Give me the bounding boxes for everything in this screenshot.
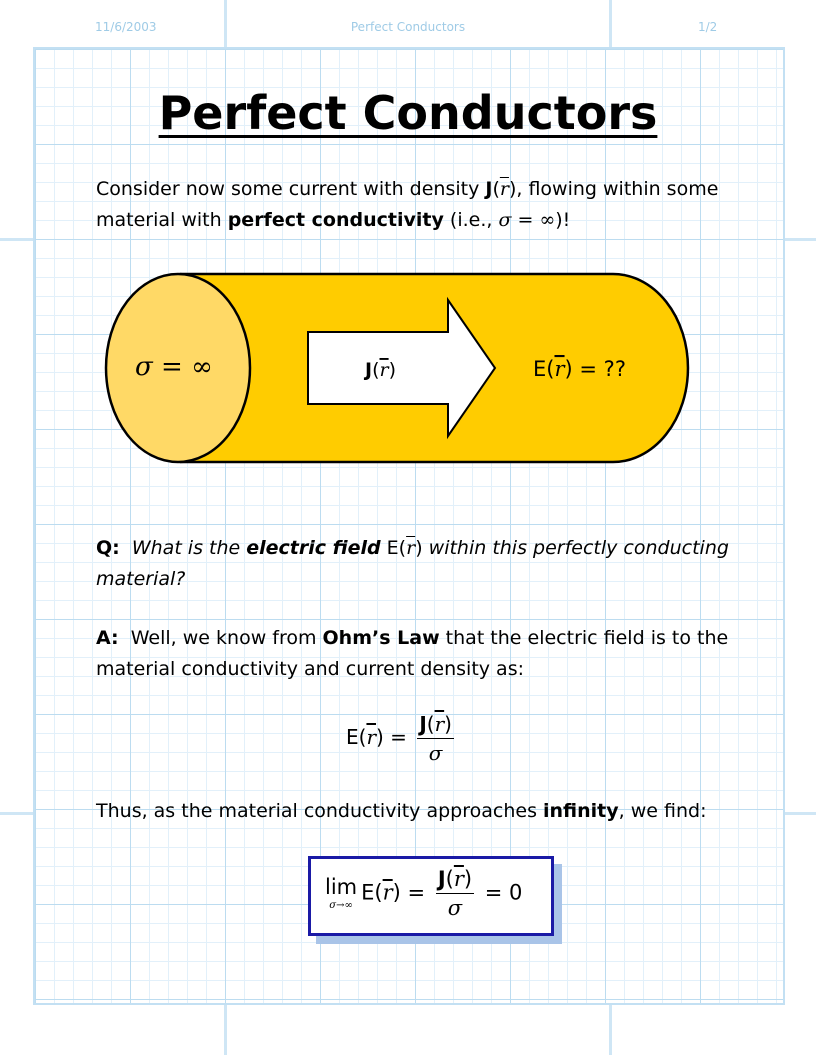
fraction [417,712,454,765]
answer-text: Well, we know from [130,627,323,649]
intro-bold-term: perfect conductivity [227,209,444,231]
header-title: Perfect Conductors [350,20,466,34]
question-bold-term: electric field [246,537,381,559]
J-symbol: J [485,178,493,200]
paren: ( [546,357,555,381]
paren: ) [392,880,401,905]
r-vector: r [554,357,565,381]
E-label-suffix: = ?? [572,357,626,381]
r-vector: $\overline{r}$ [434,712,445,736]
r-vector: $\overline{r}$ [366,725,377,749]
E-label [533,357,626,381]
r-vector: $\overline{r}$ [453,867,464,891]
numerator [417,712,454,739]
answer-paragraph [96,623,736,685]
question-marker: Q: [96,537,120,559]
answer-marker: A: [96,627,119,649]
thus-text: Thus, as the material conductivity approaches [96,800,544,822]
intro-paragraph [96,174,736,236]
paren: ( [398,537,407,559]
question-text: within this perfectly conducting material? [96,537,729,590]
answer-bold-term: Ohm’s Law [322,627,440,649]
numerator [436,867,474,894]
denominator: σ [428,741,443,765]
r-vector: $\overline{r}$ [382,880,393,905]
E-symbol: E [346,725,359,749]
equals-sign: = [400,880,432,905]
paren: ) [508,178,517,200]
paren: ) [376,725,384,749]
J-label-symbol: J [365,359,373,381]
fraction [436,867,474,920]
paren: ) [564,357,573,381]
answer-text: that the electric field is to the material conductivity and current density as: [96,627,729,680]
lim-text: lim [325,874,358,899]
E-label-symbol: E [533,357,547,381]
paren: ) [415,537,423,559]
denominator: σ [447,896,463,920]
paren: ) [388,359,397,381]
header-date: 11/6/2003 [95,20,157,34]
sigma-equals-infinity: σ = ∞ [498,209,556,231]
question-paragraph [96,533,736,595]
limit-operator [325,874,358,911]
r-vector: r [379,359,389,381]
intro-text: (i.e., [443,209,499,231]
J-label [363,359,396,381]
J-symbol: J [437,867,446,891]
paren: ( [374,880,383,905]
boxed-limit-equation [308,856,554,936]
ohms-law-equation [346,712,458,765]
header-page-number: 1/2 [698,20,718,34]
limit-subscript: σ→∞ [329,899,353,911]
thus-paragraph [96,796,736,827]
equals-zero: = 0 [478,880,523,905]
paren: ( [358,725,367,749]
paren: ) [463,867,473,891]
paren: ( [492,178,500,200]
sigma-label: σ = ∞ [135,352,213,382]
page-title: Perfect Conductors [158,86,658,140]
paren: ) [444,712,452,736]
thus-bold-term: infinity [543,800,619,822]
r-vector: $\overline{r}$ [499,178,509,200]
E-symbol: E [361,880,375,905]
paren: ( [426,712,435,736]
paren: ( [445,867,454,891]
equals-sign: = [383,725,414,749]
E-symbol: E [386,537,399,559]
r-vector: $\overline{r}$ [406,537,416,559]
J-symbol: J [419,712,427,736]
conductor-cylinder-figure [103,272,693,468]
intro-text: , flowing within some material with [96,178,719,231]
question-text: What is the [131,537,247,559]
intro-text: )! [555,209,571,231]
paren: ( [372,359,380,381]
intro-text: Consider now some current with density [96,178,486,200]
thus-text: , we find: [618,800,707,822]
limit-equation [325,867,522,920]
